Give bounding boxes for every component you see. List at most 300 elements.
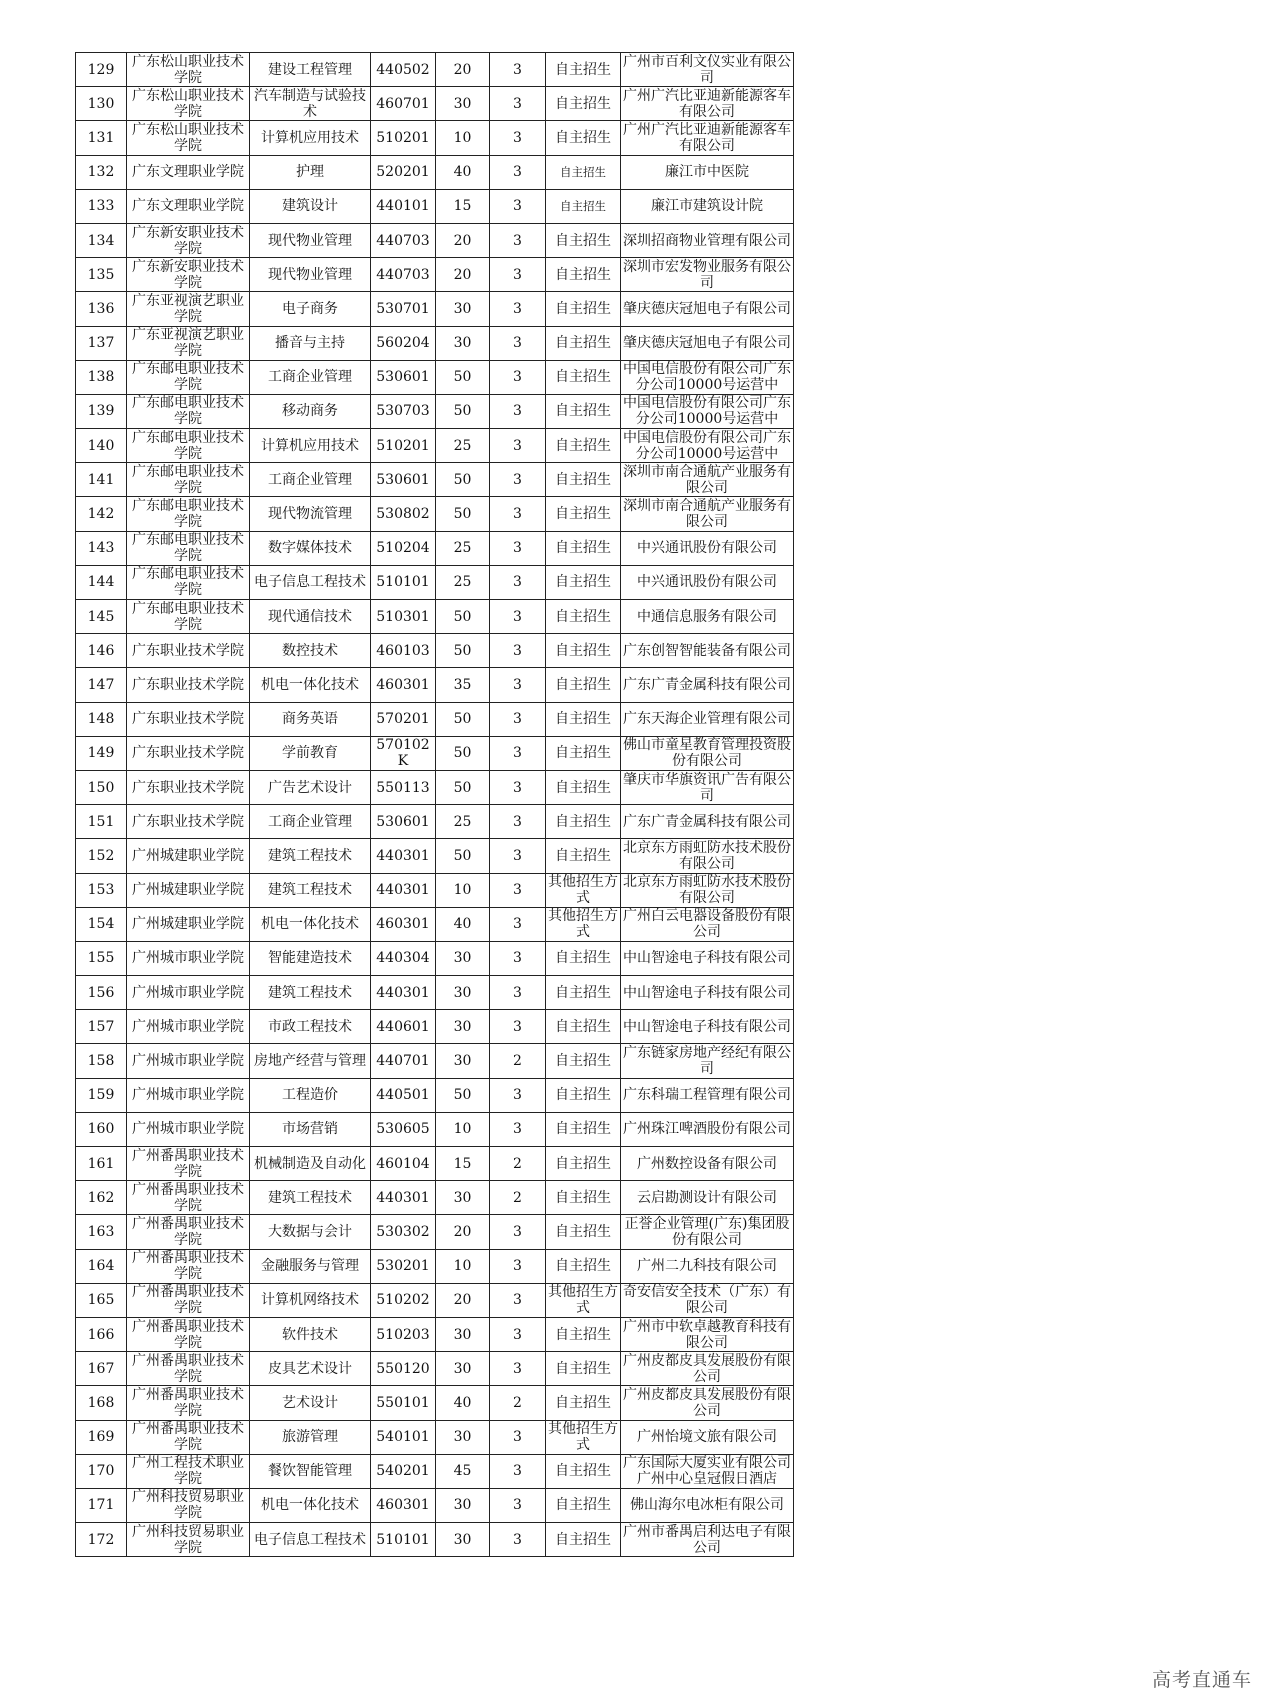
partner-company-cell: 广东广青金属科技有限公司 bbox=[621, 805, 794, 839]
school-cell: 广东亚视演艺职业学院 bbox=[127, 326, 250, 360]
row-index-cell: 166 bbox=[76, 1317, 127, 1351]
enrollment-count-cell: 50 bbox=[436, 1078, 490, 1112]
major-cell: 移动商务 bbox=[250, 394, 371, 428]
duration-cell: 3 bbox=[490, 1523, 546, 1557]
row-index-cell: 134 bbox=[76, 223, 127, 257]
duration-cell: 3 bbox=[490, 1112, 546, 1146]
enrollment-count-cell: 10 bbox=[436, 1249, 490, 1283]
table-row bbox=[76, 770, 794, 804]
major-cell: 工程造价 bbox=[250, 1078, 371, 1112]
row-index-cell: 161 bbox=[76, 1147, 127, 1181]
row-index-cell: 148 bbox=[76, 702, 127, 736]
duration-cell: 3 bbox=[490, 1215, 546, 1249]
table-row bbox=[76, 736, 794, 770]
major-code-cell: 530201 bbox=[371, 1249, 436, 1283]
table-row bbox=[76, 531, 794, 565]
major-cell: 现代物业管理 bbox=[250, 223, 371, 257]
partner-company-cell: 广州数控设备有限公司 bbox=[621, 1147, 794, 1181]
admission-method-cell: 自主招生 bbox=[546, 1215, 621, 1249]
school-cell: 广州番禺职业技术学院 bbox=[127, 1249, 250, 1283]
table-row bbox=[76, 463, 794, 497]
enrollment-count-cell: 20 bbox=[436, 53, 490, 87]
table-row bbox=[76, 1386, 794, 1420]
major-cell: 软件技术 bbox=[250, 1317, 371, 1351]
school-cell: 广州城市职业学院 bbox=[127, 1044, 250, 1078]
enrollment-count-cell: 25 bbox=[436, 805, 490, 839]
table-row bbox=[76, 1181, 794, 1215]
table-row bbox=[76, 1112, 794, 1146]
enrollment-count-cell: 50 bbox=[436, 634, 490, 668]
school-cell: 广州番禺职业技术学院 bbox=[127, 1420, 250, 1454]
major-code-cell: 440301 bbox=[371, 873, 436, 907]
partner-company-cell: 广州怡境文旅有限公司 bbox=[621, 1420, 794, 1454]
admission-method-cell: 自主招生 bbox=[546, 839, 621, 873]
enrollment-count-cell: 40 bbox=[436, 907, 490, 941]
duration-cell: 3 bbox=[490, 121, 546, 155]
partner-company-cell: 中山智途电子科技有限公司 bbox=[621, 1010, 794, 1044]
enrollment-count-cell: 10 bbox=[436, 121, 490, 155]
row-index-cell: 169 bbox=[76, 1420, 127, 1454]
major-code-cell: 440304 bbox=[371, 941, 436, 975]
major-code-cell: 440502 bbox=[371, 53, 436, 87]
duration-cell: 3 bbox=[490, 1420, 546, 1454]
table-row bbox=[76, 634, 794, 668]
duration-cell: 3 bbox=[490, 873, 546, 907]
major-cell: 工商企业管理 bbox=[250, 805, 371, 839]
row-index-cell: 151 bbox=[76, 805, 127, 839]
admission-method-cell: 自主招生 bbox=[546, 634, 621, 668]
table-row bbox=[76, 1078, 794, 1112]
admission-method-cell: 自主招生 bbox=[546, 258, 621, 292]
major-code-cell: 440601 bbox=[371, 1010, 436, 1044]
admission-method-cell: 自主招生 bbox=[546, 1010, 621, 1044]
admission-method-cell: 自主招生 bbox=[546, 736, 621, 770]
enrollment-table bbox=[75, 52, 794, 1557]
enrollment-count-cell: 50 bbox=[436, 736, 490, 770]
major-cell: 大数据与会计 bbox=[250, 1215, 371, 1249]
school-cell: 广州番禺职业技术学院 bbox=[127, 1352, 250, 1386]
row-index-cell: 152 bbox=[76, 839, 127, 873]
duration-cell: 3 bbox=[490, 1454, 546, 1488]
enrollment-count-cell: 30 bbox=[436, 1317, 490, 1351]
duration-cell: 3 bbox=[490, 1078, 546, 1112]
partner-company-cell: 广州珠江啤酒股份有限公司 bbox=[621, 1112, 794, 1146]
duration-cell: 3 bbox=[490, 258, 546, 292]
partner-company-cell: 佛山海尔电冰柜有限公司 bbox=[621, 1488, 794, 1522]
duration-cell: 3 bbox=[490, 155, 546, 189]
school-cell: 广东职业技术学院 bbox=[127, 702, 250, 736]
school-cell: 广州番禺职业技术学院 bbox=[127, 1181, 250, 1215]
partner-company-cell: 广东科瑞工程管理有限公司 bbox=[621, 1078, 794, 1112]
school-cell: 广东松山职业技术学院 bbox=[127, 53, 250, 87]
enrollment-count-cell: 20 bbox=[436, 1283, 490, 1317]
major-code-cell: 530701 bbox=[371, 292, 436, 326]
enrollment-count-cell: 50 bbox=[436, 394, 490, 428]
row-index-cell: 140 bbox=[76, 429, 127, 463]
table-row bbox=[76, 805, 794, 839]
enrollment-count-cell: 50 bbox=[436, 770, 490, 804]
watermark-text: 高考直通车 bbox=[1151, 1669, 1252, 1691]
school-cell: 广州番禺职业技术学院 bbox=[127, 1215, 250, 1249]
major-cell: 建筑工程技术 bbox=[250, 873, 371, 907]
school-cell: 广州城建职业学院 bbox=[127, 839, 250, 873]
school-cell: 广东职业技术学院 bbox=[127, 668, 250, 702]
table-row bbox=[76, 1249, 794, 1283]
major-cell: 商务英语 bbox=[250, 702, 371, 736]
school-cell: 广州番禺职业技术学院 bbox=[127, 1317, 250, 1351]
row-index-cell: 165 bbox=[76, 1283, 127, 1317]
major-code-cell: 460104 bbox=[371, 1147, 436, 1181]
major-code-cell: 530802 bbox=[371, 497, 436, 531]
table-row bbox=[76, 1044, 794, 1078]
partner-company-cell: 广东广青金属科技有限公司 bbox=[621, 668, 794, 702]
major-cell: 工商企业管理 bbox=[250, 360, 371, 394]
enrollment-count-cell: 20 bbox=[436, 223, 490, 257]
major-cell: 现代通信技术 bbox=[250, 600, 371, 634]
table-row bbox=[76, 976, 794, 1010]
admission-method-cell: 自主招生 bbox=[546, 976, 621, 1010]
major-cell: 计算机应用技术 bbox=[250, 121, 371, 155]
table-row bbox=[76, 941, 794, 975]
enrollment-count-cell: 10 bbox=[436, 1112, 490, 1146]
major-cell: 数控技术 bbox=[250, 634, 371, 668]
major-code-cell: 530302 bbox=[371, 1215, 436, 1249]
school-cell: 广东邮电职业技术学院 bbox=[127, 565, 250, 599]
enrollment-count-cell: 50 bbox=[436, 702, 490, 736]
row-index-cell: 133 bbox=[76, 189, 127, 223]
table-row bbox=[76, 497, 794, 531]
admission-method-cell: 自主招生 bbox=[546, 1386, 621, 1420]
major-cell: 数字媒体技术 bbox=[250, 531, 371, 565]
major-cell: 皮具艺术设计 bbox=[250, 1352, 371, 1386]
major-cell: 工商企业管理 bbox=[250, 463, 371, 497]
admission-method-cell: 自主招生 bbox=[546, 1147, 621, 1181]
major-cell: 机电一体化技术 bbox=[250, 668, 371, 702]
table-row bbox=[76, 53, 794, 87]
enrollment-count-cell: 25 bbox=[436, 565, 490, 599]
row-index-cell: 139 bbox=[76, 394, 127, 428]
partner-company-cell: 广东链家房地产经纪有限公司 bbox=[621, 1044, 794, 1078]
duration-cell: 3 bbox=[490, 907, 546, 941]
partner-company-cell: 肇庆市华旗资讯广告有限公司 bbox=[621, 770, 794, 804]
school-cell: 广东邮电职业技术学院 bbox=[127, 497, 250, 531]
admission-method-cell: 自主招生 bbox=[546, 1317, 621, 1351]
enrollment-count-cell: 30 bbox=[436, 1181, 490, 1215]
admission-method-cell: 其他招生方式 bbox=[546, 1283, 621, 1317]
partner-company-cell: 广东创智智能装备有限公司 bbox=[621, 634, 794, 668]
major-code-cell: 560204 bbox=[371, 326, 436, 360]
school-cell: 广州城建职业学院 bbox=[127, 873, 250, 907]
major-code-cell: 530703 bbox=[371, 394, 436, 428]
duration-cell: 3 bbox=[490, 634, 546, 668]
row-index-cell: 170 bbox=[76, 1454, 127, 1488]
major-cell: 建筑工程技术 bbox=[250, 839, 371, 873]
school-cell: 广东亚视演艺职业学院 bbox=[127, 292, 250, 326]
major-cell: 护理 bbox=[250, 155, 371, 189]
partner-company-cell: 廉江市中医院 bbox=[621, 155, 794, 189]
admission-method-cell: 自主招生 bbox=[546, 702, 621, 736]
partner-company-cell: 广州广汽比亚迪新能源客车有限公司 bbox=[621, 121, 794, 155]
admission-method-cell: 自主招生 bbox=[546, 1181, 621, 1215]
enrollment-count-cell: 40 bbox=[436, 155, 490, 189]
major-code-cell: 510202 bbox=[371, 1283, 436, 1317]
table-row bbox=[76, 155, 794, 189]
admission-method-cell: 自主招生 bbox=[546, 87, 621, 121]
table-row bbox=[76, 1488, 794, 1522]
row-index-cell: 156 bbox=[76, 976, 127, 1010]
duration-cell: 3 bbox=[490, 497, 546, 531]
table-row bbox=[76, 1317, 794, 1351]
school-cell: 广东职业技术学院 bbox=[127, 805, 250, 839]
major-cell: 现代物流管理 bbox=[250, 497, 371, 531]
school-cell: 广州番禺职业技术学院 bbox=[127, 1283, 250, 1317]
major-code-cell: 440501 bbox=[371, 1078, 436, 1112]
major-cell: 学前教育 bbox=[250, 736, 371, 770]
row-index-cell: 131 bbox=[76, 121, 127, 155]
admission-method-cell: 自主招生 bbox=[546, 565, 621, 599]
table-row bbox=[76, 565, 794, 599]
major-cell: 金融服务与管理 bbox=[250, 1249, 371, 1283]
major-cell: 建筑工程技术 bbox=[250, 1181, 371, 1215]
enrollment-count-cell: 30 bbox=[436, 1523, 490, 1557]
admission-method-cell: 自主招生 bbox=[546, 668, 621, 702]
duration-cell: 3 bbox=[490, 805, 546, 839]
partner-company-cell: 中山智途电子科技有限公司 bbox=[621, 976, 794, 1010]
row-index-cell: 168 bbox=[76, 1386, 127, 1420]
duration-cell: 3 bbox=[490, 565, 546, 599]
row-index-cell: 136 bbox=[76, 292, 127, 326]
school-cell: 广州工程技术职业学院 bbox=[127, 1454, 250, 1488]
partner-company-cell: 广州市中软卓越教育科技有限公司 bbox=[621, 1317, 794, 1351]
table-row bbox=[76, 668, 794, 702]
duration-cell: 3 bbox=[490, 87, 546, 121]
admission-method-cell: 自主招生 bbox=[546, 1454, 621, 1488]
partner-company-cell: 深圳市南合通航产业服务有限公司 bbox=[621, 463, 794, 497]
duration-cell: 3 bbox=[490, 531, 546, 565]
major-code-cell: 440703 bbox=[371, 223, 436, 257]
duration-cell: 3 bbox=[490, 189, 546, 223]
major-code-cell: 530605 bbox=[371, 1112, 436, 1146]
school-cell: 广东新安职业技术学院 bbox=[127, 258, 250, 292]
major-code-cell: 440701 bbox=[371, 1044, 436, 1078]
enrollment-count-cell: 35 bbox=[436, 668, 490, 702]
school-cell: 广州城市职业学院 bbox=[127, 976, 250, 1010]
duration-cell: 3 bbox=[490, 1283, 546, 1317]
major-cell: 广告艺术设计 bbox=[250, 770, 371, 804]
major-cell: 电子信息工程技术 bbox=[250, 1523, 371, 1557]
partner-company-cell: 北京东方雨虹防水技术股份有限公司 bbox=[621, 873, 794, 907]
duration-cell: 3 bbox=[490, 223, 546, 257]
enrollment-count-cell: 25 bbox=[436, 429, 490, 463]
partner-company-cell: 正誉企业管理(广东)集团股份有限公司 bbox=[621, 1215, 794, 1249]
major-code-cell: 440101 bbox=[371, 189, 436, 223]
major-cell: 电子商务 bbox=[250, 292, 371, 326]
duration-cell: 3 bbox=[490, 600, 546, 634]
row-index-cell: 158 bbox=[76, 1044, 127, 1078]
admission-method-cell: 自主招生 bbox=[546, 1044, 621, 1078]
major-code-cell: 530601 bbox=[371, 463, 436, 497]
duration-cell: 3 bbox=[490, 1010, 546, 1044]
major-cell: 房地产经营与管理 bbox=[250, 1044, 371, 1078]
school-cell: 广东职业技术学院 bbox=[127, 736, 250, 770]
row-index-cell: 143 bbox=[76, 531, 127, 565]
major-code-cell: 530601 bbox=[371, 805, 436, 839]
row-index-cell: 155 bbox=[76, 941, 127, 975]
major-code-cell: 510201 bbox=[371, 121, 436, 155]
duration-cell: 3 bbox=[490, 839, 546, 873]
partner-company-cell: 广州市百利文仪实业有限公司 bbox=[621, 53, 794, 87]
table-body bbox=[76, 53, 794, 1557]
duration-cell: 2 bbox=[490, 1044, 546, 1078]
duration-cell: 3 bbox=[490, 1317, 546, 1351]
partner-company-cell: 佛山市童星教育管理投资股份有限公司 bbox=[621, 736, 794, 770]
duration-cell: 3 bbox=[490, 1488, 546, 1522]
duration-cell: 2 bbox=[490, 1386, 546, 1420]
partner-company-cell: 广州皮都皮具发展股份有限公司 bbox=[621, 1352, 794, 1386]
school-cell: 广东邮电职业技术学院 bbox=[127, 531, 250, 565]
table-row bbox=[76, 1215, 794, 1249]
enrollment-count-cell: 30 bbox=[436, 292, 490, 326]
admission-method-cell: 自主招生 bbox=[546, 1078, 621, 1112]
row-index-cell: 164 bbox=[76, 1249, 127, 1283]
partner-company-cell: 云启勘测设计有限公司 bbox=[621, 1181, 794, 1215]
enrollment-count-cell: 25 bbox=[436, 531, 490, 565]
enrollment-count-cell: 30 bbox=[436, 941, 490, 975]
table-row bbox=[76, 121, 794, 155]
row-index-cell: 141 bbox=[76, 463, 127, 497]
partner-company-cell: 肇庆德庆冠旭电子有限公司 bbox=[621, 326, 794, 360]
major-code-cell: 510101 bbox=[371, 1523, 436, 1557]
school-cell: 广州城建职业学院 bbox=[127, 907, 250, 941]
admission-method-cell: 自主招生 bbox=[546, 600, 621, 634]
enrollment-count-cell: 45 bbox=[436, 1454, 490, 1488]
admission-method-cell: 自主招生 bbox=[546, 394, 621, 428]
major-code-cell: 460301 bbox=[371, 668, 436, 702]
partner-company-cell: 中通信息服务有限公司 bbox=[621, 600, 794, 634]
table-row bbox=[76, 326, 794, 360]
major-code-cell: 540201 bbox=[371, 1454, 436, 1488]
table-row bbox=[76, 429, 794, 463]
major-cell: 计算机应用技术 bbox=[250, 429, 371, 463]
school-cell: 广州城市职业学院 bbox=[127, 941, 250, 975]
major-cell: 建筑设计 bbox=[250, 189, 371, 223]
major-cell: 餐饮智能管理 bbox=[250, 1454, 371, 1488]
major-cell: 机械制造及自动化 bbox=[250, 1147, 371, 1181]
major-code-cell: 440301 bbox=[371, 976, 436, 1010]
row-index-cell: 160 bbox=[76, 1112, 127, 1146]
partner-company-cell: 中国电信股份有限公司广东分公司10000号运营中 bbox=[621, 429, 794, 463]
row-index-cell: 171 bbox=[76, 1488, 127, 1522]
major-cell: 播音与主持 bbox=[250, 326, 371, 360]
major-code-cell: 510301 bbox=[371, 600, 436, 634]
school-cell: 广东职业技术学院 bbox=[127, 770, 250, 804]
school-cell: 广东邮电职业技术学院 bbox=[127, 429, 250, 463]
enrollment-count-cell: 30 bbox=[436, 87, 490, 121]
partner-company-cell: 中国电信股份有限公司广东分公司10000号运营中 bbox=[621, 360, 794, 394]
major-code-cell: 460301 bbox=[371, 1488, 436, 1522]
major-cell: 机电一体化技术 bbox=[250, 1488, 371, 1522]
enrollment-count-cell: 50 bbox=[436, 497, 490, 531]
row-index-cell: 150 bbox=[76, 770, 127, 804]
admission-method-cell: 自主招生 bbox=[546, 770, 621, 804]
school-cell: 广州城市职业学院 bbox=[127, 1010, 250, 1044]
admission-method-cell: 自主招生 bbox=[546, 326, 621, 360]
major-cell: 汽车制造与试验技术 bbox=[250, 87, 371, 121]
table-row bbox=[76, 600, 794, 634]
table-row bbox=[76, 1420, 794, 1454]
major-code-cell: 440703 bbox=[371, 258, 436, 292]
major-code-cell: 460103 bbox=[371, 634, 436, 668]
enrollment-count-cell: 30 bbox=[436, 976, 490, 1010]
admission-method-cell: 自主招生 bbox=[546, 429, 621, 463]
table-row bbox=[76, 907, 794, 941]
school-cell: 广州番禺职业技术学院 bbox=[127, 1147, 250, 1181]
school-cell: 广州城市职业学院 bbox=[127, 1112, 250, 1146]
row-index-cell: 162 bbox=[76, 1181, 127, 1215]
enrollment-count-cell: 10 bbox=[436, 873, 490, 907]
major-code-cell: 540101 bbox=[371, 1420, 436, 1454]
admission-method-cell: 自主招生 bbox=[546, 805, 621, 839]
duration-cell: 3 bbox=[490, 976, 546, 1010]
table-row bbox=[76, 394, 794, 428]
duration-cell: 3 bbox=[490, 394, 546, 428]
row-index-cell: 149 bbox=[76, 736, 127, 770]
major-code-cell: 520201 bbox=[371, 155, 436, 189]
school-cell: 广州科技贸易职业学院 bbox=[127, 1488, 250, 1522]
row-index-cell: 147 bbox=[76, 668, 127, 702]
table-row bbox=[76, 360, 794, 394]
table-row bbox=[76, 1523, 794, 1557]
row-index-cell: 142 bbox=[76, 497, 127, 531]
school-cell: 广东文理职业学院 bbox=[127, 189, 250, 223]
admission-method-cell: 自主招生 bbox=[546, 531, 621, 565]
duration-cell: 3 bbox=[490, 292, 546, 326]
admission-method-cell: 自主招生 bbox=[546, 1249, 621, 1283]
duration-cell: 3 bbox=[490, 360, 546, 394]
admission-method-cell: 其他招生方式 bbox=[546, 1420, 621, 1454]
school-cell: 广州番禺职业技术学院 bbox=[127, 1386, 250, 1420]
enrollment-count-cell: 40 bbox=[436, 1386, 490, 1420]
partner-company-cell: 中国电信股份有限公司广东分公司10000号运营中 bbox=[621, 394, 794, 428]
admission-method-cell: 自主招生 bbox=[546, 463, 621, 497]
duration-cell: 3 bbox=[490, 736, 546, 770]
major-code-cell: 460301 bbox=[371, 907, 436, 941]
partner-company-cell: 广州白云电器设备股份有限公司 bbox=[621, 907, 794, 941]
row-index-cell: 132 bbox=[76, 155, 127, 189]
partner-company-cell: 广州市番禺启利达电子有限公司 bbox=[621, 1523, 794, 1557]
table-row bbox=[76, 1454, 794, 1488]
admission-method-cell: 自主招生 bbox=[546, 53, 621, 87]
partner-company-cell: 广东天海企业管理有限公司 bbox=[621, 702, 794, 736]
duration-cell: 2 bbox=[490, 1147, 546, 1181]
enrollment-count-cell: 30 bbox=[436, 1010, 490, 1044]
table-row bbox=[76, 839, 794, 873]
major-cell: 建筑工程技术 bbox=[250, 976, 371, 1010]
admission-method-cell: 自主招生 bbox=[546, 155, 621, 189]
admission-method-cell: 自主招生 bbox=[546, 1112, 621, 1146]
major-code-cell: 570201 bbox=[371, 702, 436, 736]
partner-company-cell: 广州广汽比亚迪新能源客车有限公司 bbox=[621, 87, 794, 121]
school-cell: 广东松山职业技术学院 bbox=[127, 87, 250, 121]
school-cell: 广州城市职业学院 bbox=[127, 1078, 250, 1112]
partner-company-cell: 肇庆德庆冠旭电子有限公司 bbox=[621, 292, 794, 326]
table-row bbox=[76, 1283, 794, 1317]
major-code-cell: 510204 bbox=[371, 531, 436, 565]
table-row bbox=[76, 702, 794, 736]
partner-company-cell: 广州皮都皮具发展股份有限公司 bbox=[621, 1386, 794, 1420]
duration-cell: 3 bbox=[490, 941, 546, 975]
admission-method-cell: 其他招生方式 bbox=[546, 907, 621, 941]
